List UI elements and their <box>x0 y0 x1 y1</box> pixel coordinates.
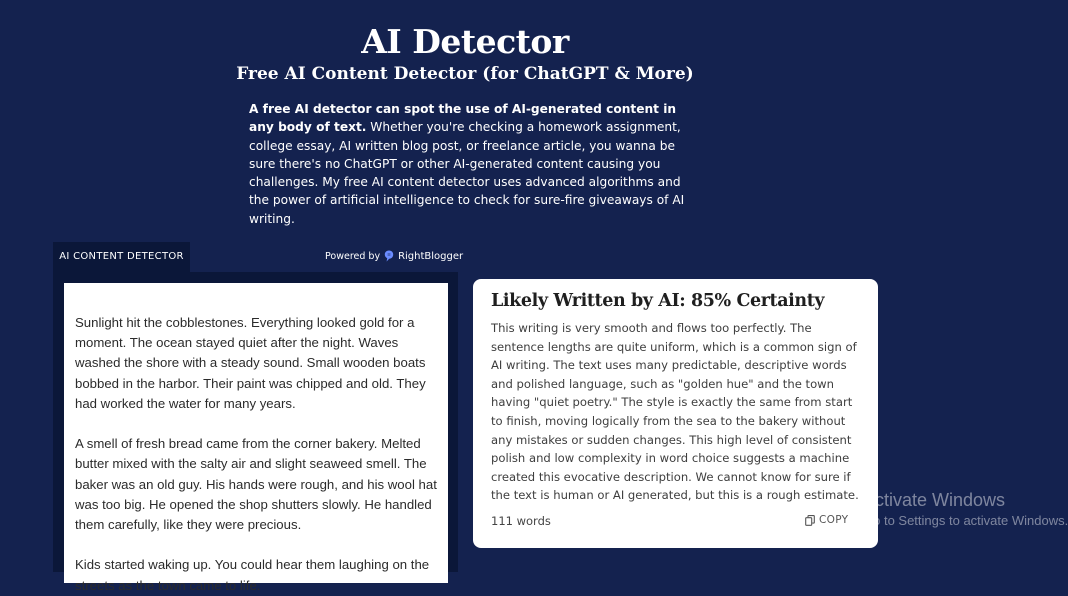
input-paragraph: Sunlight hit the cobblestones. Everything looked gold for a moment. The ocean stayed quiet after the night. Waves washed the shore with a steady sound. Small wooden boats bobbed in the harbor. Their paint was chipped and old. They had worked the water for many years. <box>75 315 426 411</box>
word-count: 111 words <box>491 514 551 528</box>
input-paragraph: Kids started waking up. You could hear them laughing on the streets as the town came to life. <box>75 557 430 593</box>
activate-windows-watermark <box>863 490 1068 528</box>
intro-paragraph <box>249 100 689 228</box>
result-card <box>473 279 878 548</box>
rightblogger-logo-icon <box>384 250 394 262</box>
input-paragraph: A smell of fresh bread came from the corner bakery. Melted butter mixed with the salty air and slight seaweed smell. The baker was an old guy. His hands were rough, and his wool hat was too big. He opened the shop shutters slowly. He handled them carefully, like they were precious. <box>75 436 437 533</box>
powered-by[interactable] <box>325 250 463 262</box>
page-subtitle: Free AI Content Detector (for ChatGPT & More) <box>236 64 694 84</box>
intro-bold-text: A free AI detector can spot the use of AI-generated content in any body of text. <box>249 102 677 135</box>
brand-name: RightBlogger <box>398 250 464 262</box>
powered-by-label: Powered by <box>325 250 381 262</box>
copy-button[interactable] <box>805 514 848 526</box>
watermark-line2: Go to Settings to activate Windows. <box>863 513 1068 528</box>
result-title: Likely Written by AI: 85% Certainty <box>491 291 825 311</box>
copy-icon <box>805 515 815 526</box>
intro-text: Whether you're checking a homework assignment, college essay, AI written blog post, or freelance article, you wanna be sure there's no ChatGPT or other AI-generated content causing you challenges. My free AI content detector uses advanced algorithms and the power of artificial intelligence to check for sure-fire giveaways of AI writing. <box>249 120 685 226</box>
watermark-line1: Activate Windows <box>863 490 1006 510</box>
text-input-area[interactable] <box>64 283 448 593</box>
page-title: AI Detector <box>361 22 569 61</box>
result-explanation: This writing is very smooth and flows too perfectly. The sentence lengths are quite uniform, which is a common sign of AI writing. The text uses many predictable, descriptive words and polished language, such as "golden hue" and the town having "quiet poetry." The style is exactly the same from start to finish, moving logically from the sea to the bakery without any mistakes or sudden changes. This high level of consistent polish and low complexity in word choice suggests a machine created this evocative description. We cannot know for sure if the text is human or AI generated, but this is a rough estimate. <box>491 321 859 503</box>
copy-label: COPY <box>819 514 849 526</box>
tab-ai-content-detector[interactable]: AI CONTENT DETECTOR <box>53 242 190 272</box>
